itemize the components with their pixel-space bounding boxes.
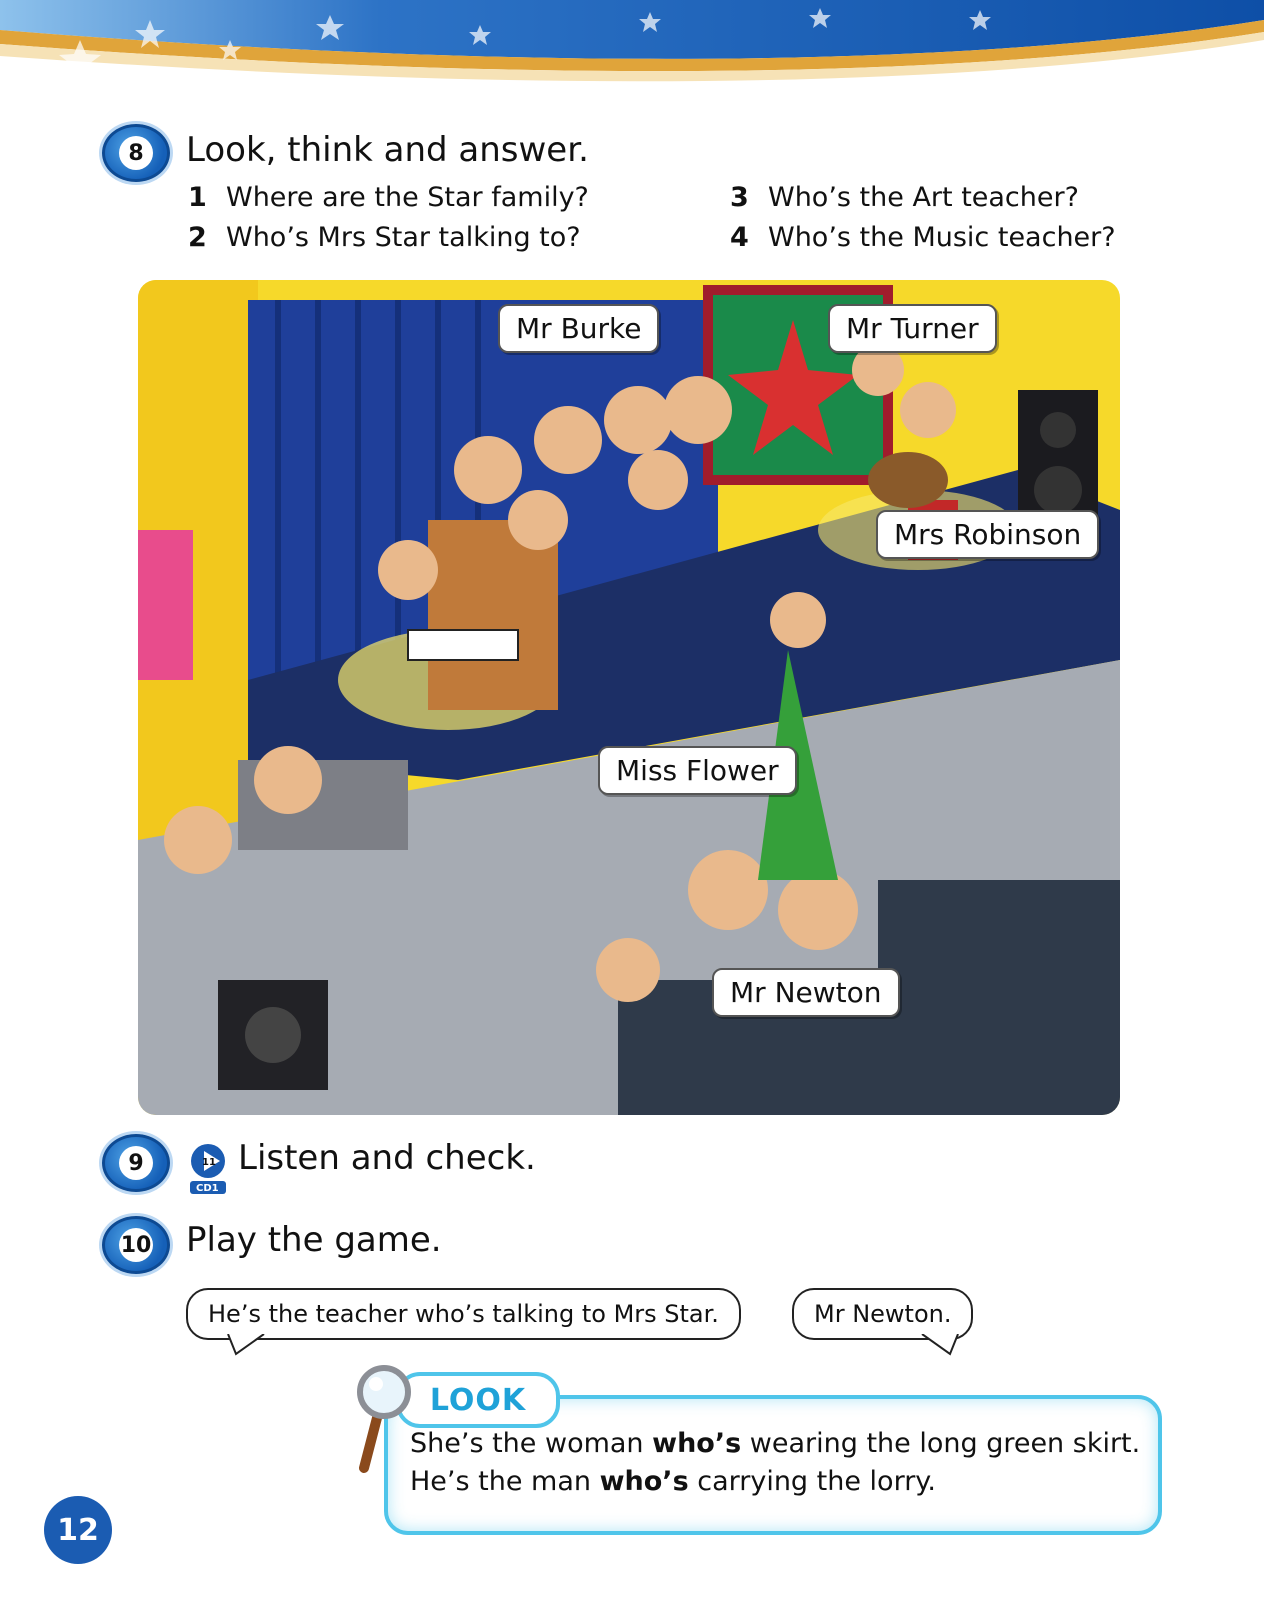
exercise-10-title: Play the game. [186,1220,442,1260]
look-tab-label: LOOK [429,1382,527,1418]
question-4-text: Who’s the Music teacher? [768,222,1116,253]
question-3-text: Who’s the Art teacher? [768,182,1079,213]
cd-audio-icon[interactable] [188,1143,228,1195]
look-example-2-keyword: who’s [599,1466,689,1497]
exercise-8-badge [102,124,170,182]
magnifier-icon [352,1364,414,1474]
label-mr-turner: Mr Turner [828,304,997,353]
label-mr-burke: Mr Burke [498,304,659,353]
look-example-1-start: She’s the woman [410,1428,653,1459]
exercise-10-number: 10 [119,1228,153,1262]
look-example-2-end: carrying the lorry. [688,1466,937,1497]
exercise-9-number: 9 [119,1146,153,1180]
exercise-8-title: Look, think and answer. [186,130,589,170]
label-mrs-robinson: Mrs Robinson [876,510,1099,559]
question-4-number: 4 [730,222,749,253]
page-number: 12 [44,1496,112,1564]
question-2 [188,222,581,253]
exercise-9-badge [102,1134,170,1192]
label-mr-newton: Mr Newton [712,968,900,1017]
question-1-number: 1 [188,182,207,213]
cd-track-number: 11 [202,1157,216,1168]
question-2-number: 2 [188,222,207,253]
school-concert-illustration [138,280,1120,1115]
question-3 [730,182,1079,213]
exercise-10-badge [102,1216,170,1274]
speech-bubble-answer-tail [920,1334,960,1356]
top-banner [0,0,1264,110]
look-example-1-end: wearing the long green skirt. [741,1428,1141,1459]
label-miss-flower: Miss Flower [598,746,797,795]
look-tab [396,1372,560,1428]
look-example-2-start: He’s the man [410,1466,600,1497]
question-2-text: Who’s Mrs Star talking to? [226,222,581,253]
exercise-9-title: Listen and check. [238,1138,536,1178]
question-1 [188,182,589,213]
speech-bubble-question-tail [226,1334,266,1356]
question-3-number: 3 [730,182,749,213]
speech-bubble-question: He’s the teacher who’s talking to Mrs Star. [186,1288,741,1340]
speech-bubble-answer: Mr Newton. [792,1288,973,1340]
exercise-8-number: 8 [119,136,153,170]
scene-drawing [138,280,1120,1115]
look-example-1 [410,1428,1140,1459]
question-4 [730,222,1116,253]
cd-disc-label: CD1 [196,1183,219,1194]
question-1-text: Where are the Star family? [226,182,589,213]
look-example-1-keyword: who’s [652,1428,742,1459]
look-example-2 [410,1466,936,1497]
